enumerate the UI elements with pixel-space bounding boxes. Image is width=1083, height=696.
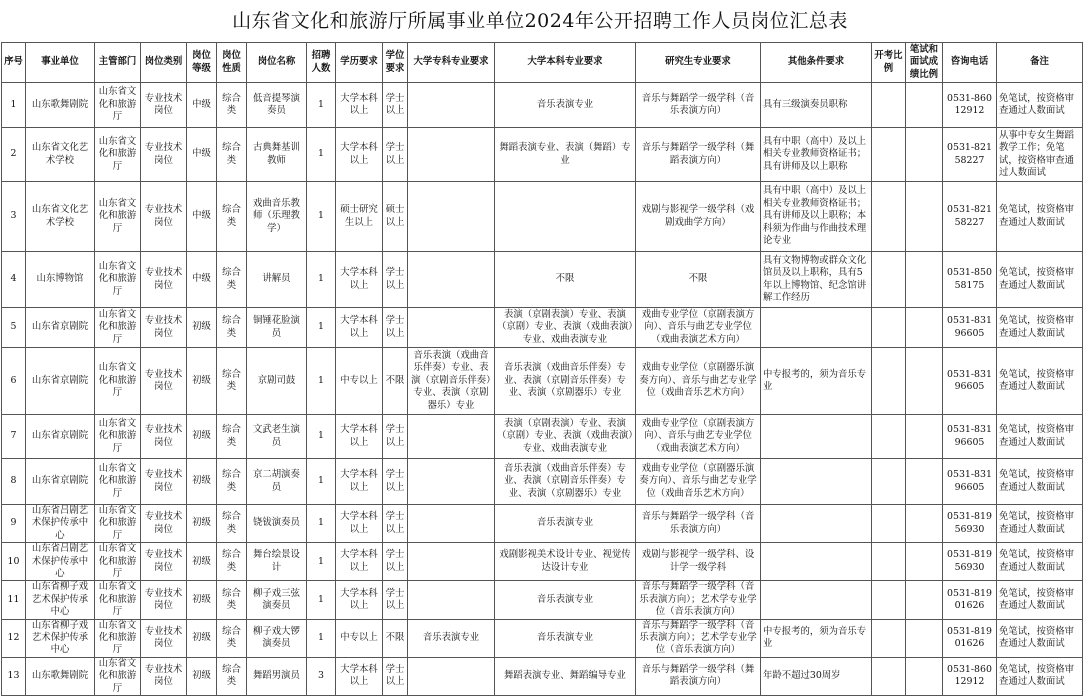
cell-note: 免笔试，按资格审查通过人数面试 — [997, 619, 1083, 657]
table-row — [2, 182, 1083, 252]
page-title: 山东省文化和旅游厅所属事业单位2024年公开招聘工作人员岗位汇总表 — [232, 10, 848, 32]
cell-score — [906, 348, 943, 415]
cell-nature: 综合类 — [217, 543, 247, 581]
cell-nature: 综合类 — [217, 128, 247, 182]
cell-score — [906, 182, 943, 252]
col-header-score: 笔试和面试成绩比例 — [906, 43, 943, 83]
cell-degree: 不限 — [383, 348, 408, 415]
cell-benke: 表演（京剧表演）专业、表演（京剧）专业、表演（戏曲表演）专业、戏曲表演专业 — [495, 415, 636, 459]
cell-note: 免笔试，按资格审查通过人数面试 — [997, 415, 1083, 459]
cell-zhuanke — [408, 505, 495, 543]
cell-ratio — [872, 619, 906, 657]
table-row — [2, 581, 1083, 619]
col-header-category: 岗位类别 — [141, 43, 187, 83]
cell-degree: 学士以上 — [383, 252, 408, 308]
cell-category: 专业技术岗位 — [141, 348, 187, 415]
cell-score — [906, 83, 943, 128]
cell-count: 1 — [307, 83, 336, 128]
col-header-unit: 事业单位 — [26, 43, 95, 83]
cell-no: 10 — [2, 543, 26, 581]
cell-category: 专业技术岗位 — [141, 619, 187, 657]
cell-level: 初级 — [187, 619, 217, 657]
cell-zhuanke — [408, 128, 495, 182]
cell-benke: 舞蹈表演专业、表演（舞蹈）专业 — [495, 128, 636, 182]
cell-category: 专业技术岗位 — [141, 182, 187, 252]
cell-nature: 综合类 — [217, 182, 247, 252]
cell-degree: 学士以上 — [383, 657, 408, 695]
cell-count: 1 — [307, 459, 336, 505]
cell-zhuanke — [408, 182, 495, 252]
cell-level: 初级 — [187, 459, 217, 505]
cell-level: 中级 — [187, 128, 217, 182]
cell-category: 专业技术岗位 — [141, 459, 187, 505]
cell-unit: 山东省京剧院 — [26, 415, 95, 459]
cell-nature: 综合类 — [217, 415, 247, 459]
table-row — [2, 308, 1083, 348]
cell-zhuanke — [408, 657, 495, 695]
cell-no: 8 — [2, 459, 26, 505]
cell-unit: 山东省京剧院 — [26, 459, 95, 505]
cell-post: 讲解员 — [247, 252, 307, 308]
cell-benke: 舞蹈表演专业、舞蹈编导专业 — [495, 657, 636, 695]
cell-no: 3 — [2, 182, 26, 252]
cell-yanjiusheng: 戏曲专业学位（京剧表演方向）、音乐与曲艺专业学位（戏曲表演艺术方向） — [636, 415, 761, 459]
cell-phone: 0531-86012912 — [943, 83, 997, 128]
cell-benke: 音乐表演专业 — [495, 83, 636, 128]
cell-ratio — [872, 252, 906, 308]
cell-yanjiusheng: 音乐与舞蹈学一级学科（音乐表演方向） — [636, 83, 761, 128]
cell-note: 免笔试，按资格审查通过人数面试 — [997, 581, 1083, 619]
cell-yanjiusheng: 戏剧与影视学一级学科、设计学一级学科 — [636, 543, 761, 581]
cell-edu: 大学本科以上 — [336, 415, 383, 459]
cell-edu: 硕士研究生以上 — [336, 182, 383, 252]
cell-nature: 综合类 — [217, 657, 247, 695]
cell-level: 初级 — [187, 308, 217, 348]
cell-count: 1 — [307, 505, 336, 543]
cell-benke: 戏剧影视美术设计专业、视觉传达设计专业 — [495, 543, 636, 581]
cell-ratio — [872, 657, 906, 695]
cell-yanjiusheng: 戏曲专业学位（京剧表演方向）、音乐与曲艺专业学位（戏曲表演艺术方向） — [636, 308, 761, 348]
header-row — [2, 43, 1083, 83]
cell-benke: 表演（京剧表演）专业、表演（京剧）专业、表演（戏曲表演）专业、戏曲表演专业 — [495, 308, 636, 348]
cell-no: 1 — [2, 83, 26, 128]
cell-no: 5 — [2, 308, 26, 348]
cell-degree: 学士以上 — [383, 308, 408, 348]
cell-unit: 山东省文化艺术学校 — [26, 128, 95, 182]
cell-edu: 大学本科以上 — [336, 128, 383, 182]
cell-unit: 山东博物馆 — [26, 252, 95, 308]
cell-yanjiusheng: 音乐与舞蹈学一级学科（舞蹈表演方向） — [636, 657, 761, 695]
cell-zhuanke — [408, 83, 495, 128]
cell-post: 舞台绘景设计 — [247, 543, 307, 581]
cell-post: 文武老生演员 — [247, 415, 307, 459]
cell-ratio — [872, 182, 906, 252]
cell-note: 免笔试，按资格审查通过人数面试 — [997, 83, 1083, 128]
cell-dept: 山东省文化和旅游厅 — [95, 83, 141, 128]
cell-unit: 山东省吕剧艺术保护传承中心 — [26, 543, 95, 581]
table-body — [2, 83, 1083, 696]
col-header-other: 其他条件要求 — [761, 43, 872, 83]
cell-unit: 山东省京剧院 — [26, 348, 95, 415]
cell-phone: 0531-82158227 — [943, 128, 997, 182]
cell-post: 柳子戏大锣演奏员 — [247, 619, 307, 657]
cell-phone: 0531-83196605 — [943, 415, 997, 459]
cell-degree: 硕士以上 — [383, 182, 408, 252]
cell-other — [761, 543, 872, 581]
cell-degree: 学士以上 — [383, 415, 408, 459]
cell-count: 1 — [307, 348, 336, 415]
col-header-edu: 学历要求 — [336, 43, 383, 83]
cell-other — [761, 505, 872, 543]
cell-edu: 大学本科以上 — [336, 657, 383, 695]
cell-nature: 综合类 — [217, 252, 247, 308]
cell-category: 专业技术岗位 — [141, 543, 187, 581]
cell-phone: 0531-85058175 — [943, 252, 997, 308]
cell-zhuanke — [408, 459, 495, 505]
cell-phone: 0531-83196605 — [943, 308, 997, 348]
cell-phone: 0531-81956930 — [943, 543, 997, 581]
cell-no: 7 — [2, 415, 26, 459]
table-row — [2, 348, 1083, 415]
cell-post: 京剧司鼓 — [247, 348, 307, 415]
cell-dept: 山东省文化和旅游厅 — [95, 505, 141, 543]
cell-nature: 综合类 — [217, 619, 247, 657]
cell-ratio — [872, 128, 906, 182]
cell-unit: 山东省柳子戏艺术保护传承中心 — [26, 619, 95, 657]
cell-score — [906, 619, 943, 657]
table-row — [2, 657, 1083, 695]
cell-category: 专业技术岗位 — [141, 657, 187, 695]
cell-nature: 综合类 — [217, 348, 247, 415]
col-header-count: 招聘人数 — [307, 43, 336, 83]
cell-phone: 0531-86012912 — [943, 657, 997, 695]
cell-other: 中专报考的，须为音乐专业 — [761, 348, 872, 415]
cell-count: 1 — [307, 619, 336, 657]
cell-note: 免笔试，按资格审查通过人数面试 — [997, 505, 1083, 543]
cell-dept: 山东省文化和旅游厅 — [95, 581, 141, 619]
cell-dept: 山东省文化和旅游厅 — [95, 182, 141, 252]
cell-note: 免笔试，按资格审查通过人数面试 — [997, 657, 1083, 695]
cell-count: 1 — [307, 182, 336, 252]
cell-level: 初级 — [187, 348, 217, 415]
cell-phone: 0531-81956930 — [943, 505, 997, 543]
cell-ratio — [872, 348, 906, 415]
cell-yanjiusheng: 不限 — [636, 252, 761, 308]
cell-count: 1 — [307, 415, 336, 459]
cell-ratio — [872, 415, 906, 459]
cell-level: 初级 — [187, 657, 217, 695]
cell-category: 专业技术岗位 — [141, 505, 187, 543]
cell-benke — [495, 182, 636, 252]
cell-level: 初级 — [187, 505, 217, 543]
cell-post: 低音提琴演奏员 — [247, 83, 307, 128]
cell-yanjiusheng: 音乐与舞蹈学一级学科（舞蹈表演方向） — [636, 128, 761, 182]
cell-post: 铙钹演奏员 — [247, 505, 307, 543]
cell-category: 专业技术岗位 — [141, 415, 187, 459]
cell-post: 古典舞基训教师 — [247, 128, 307, 182]
cell-other — [761, 581, 872, 619]
cell-count: 1 — [307, 252, 336, 308]
cell-count: 1 — [307, 308, 336, 348]
cell-dept: 山东省文化和旅游厅 — [95, 348, 141, 415]
cell-zhuanke: 音乐表演（戏曲音乐伴奏）专业、表演（京剧音乐伴奏）专业、表演（京剧器乐）专业 — [408, 348, 495, 415]
cell-dept: 山东省文化和旅游厅 — [95, 128, 141, 182]
col-header-degree: 学位要求 — [383, 43, 408, 83]
cell-post: 京二胡演奏员 — [247, 459, 307, 505]
cell-dept: 山东省文化和旅游厅 — [95, 252, 141, 308]
cell-no: 6 — [2, 348, 26, 415]
cell-other: 具有中职（高中）及以上相关专业教师资格证书；具有讲师及以上职称；本科须为作曲与作曲技术理论专业 — [761, 182, 872, 252]
cell-dept: 山东省文化和旅游厅 — [95, 459, 141, 505]
cell-yanjiusheng: 音乐与舞蹈学一级学科（音乐表演方向） — [636, 505, 761, 543]
cell-dept: 山东省文化和旅游厅 — [95, 619, 141, 657]
cell-yanjiusheng: 戏剧与影视学一级学科（戏剧戏曲学方向） — [636, 182, 761, 252]
cell-nature: 综合类 — [217, 308, 247, 348]
cell-unit: 山东歌舞剧院 — [26, 657, 95, 695]
cell-no: 12 — [2, 619, 26, 657]
cell-unit: 山东省文化艺术学校 — [26, 182, 95, 252]
cell-score — [906, 505, 943, 543]
table-row — [2, 83, 1083, 128]
cell-other — [761, 459, 872, 505]
cell-edu: 中专以上 — [336, 619, 383, 657]
col-header-zhuanke: 大学专科专业要求 — [408, 43, 495, 83]
col-header-post: 岗位名称 — [247, 43, 307, 83]
cell-degree: 学士以上 — [383, 128, 408, 182]
cell-score — [906, 581, 943, 619]
cell-no: 11 — [2, 581, 26, 619]
cell-benke: 音乐表演（戏曲音乐伴奏）专业、表演（京剧音乐伴奏）专业、表演（京剧器乐）专业 — [495, 348, 636, 415]
cell-degree: 不限 — [383, 619, 408, 657]
cell-other: 具有三级演奏员职称 — [761, 83, 872, 128]
cell-count: 1 — [307, 543, 336, 581]
cell-other: 具有中职（高中）及以上相关专业教师资格证书；具有讲师及以上职称 — [761, 128, 872, 182]
cell-post: 舞蹈男演员 — [247, 657, 307, 695]
cell-level: 中级 — [187, 83, 217, 128]
cell-score — [906, 128, 943, 182]
cell-score — [906, 415, 943, 459]
cell-unit: 山东省柳子戏艺术保护传承中心 — [26, 581, 95, 619]
cell-nature: 综合类 — [217, 459, 247, 505]
cell-nature: 综合类 — [217, 505, 247, 543]
cell-yanjiusheng: 戏曲专业学位（京剧器乐演奏方向）、音乐与曲艺专业学位（戏曲音乐艺术方向） — [636, 348, 761, 415]
cell-note: 免笔试，按资格审查通过人数面试 — [997, 182, 1083, 252]
cell-benke: 不限 — [495, 252, 636, 308]
cell-other: 年龄不超过30周岁 — [761, 657, 872, 695]
cell-zhuanke — [408, 581, 495, 619]
cell-degree: 学士以上 — [383, 543, 408, 581]
cell-zhuanke — [408, 308, 495, 348]
cell-zhuanke — [408, 252, 495, 308]
col-header-no: 序号 — [2, 43, 26, 83]
cell-nature: 综合类 — [217, 581, 247, 619]
table-row — [2, 505, 1083, 543]
cell-ratio — [872, 459, 906, 505]
cell-no: 4 — [2, 252, 26, 308]
cell-count: 1 — [307, 128, 336, 182]
cell-edu: 大学本科以上 — [336, 252, 383, 308]
cell-post: 铜锤花脸演员 — [247, 308, 307, 348]
cell-degree: 学士以上 — [383, 505, 408, 543]
cell-score — [906, 308, 943, 348]
cell-benke: 音乐表演专业 — [495, 581, 636, 619]
cell-zhuanke: 音乐表演专业 — [408, 619, 495, 657]
cell-unit: 山东歌舞剧院 — [26, 83, 95, 128]
cell-degree: 学士以上 — [383, 581, 408, 619]
col-header-phone: 咨询电话 — [943, 43, 997, 83]
job-positions-table — [1, 42, 1083, 696]
cell-note: 免笔试，按资格审查通过人数面试 — [997, 308, 1083, 348]
cell-benke: 音乐表演专业 — [495, 619, 636, 657]
cell-other — [761, 308, 872, 348]
cell-phone: 0531-83196605 — [943, 348, 997, 415]
cell-level: 初级 — [187, 581, 217, 619]
cell-category: 专业技术岗位 — [141, 581, 187, 619]
cell-note: 免笔试，按资格审查通过人数面试 — [997, 348, 1083, 415]
cell-edu: 大学本科以上 — [336, 581, 383, 619]
cell-other — [761, 415, 872, 459]
table-row — [2, 128, 1083, 182]
col-header-benke: 大学本科专业要求 — [495, 43, 636, 83]
cell-ratio — [872, 543, 906, 581]
cell-note: 免笔试，按资格审查通过人数面试 — [997, 543, 1083, 581]
col-header-ratio: 开考比例 — [872, 43, 906, 83]
cell-edu: 大学本科以上 — [336, 308, 383, 348]
col-header-yanjiusheng: 研究生专业要求 — [636, 43, 761, 83]
cell-phone: 0531-83196605 — [943, 459, 997, 505]
cell-level: 初级 — [187, 543, 217, 581]
cell-score — [906, 543, 943, 581]
cell-dept: 山东省文化和旅游厅 — [95, 657, 141, 695]
cell-count: 3 — [307, 657, 336, 695]
cell-nature: 综合类 — [217, 83, 247, 128]
cell-benke: 音乐表演专业 — [495, 505, 636, 543]
cell-level: 中级 — [187, 182, 217, 252]
cell-dept: 山东省文化和旅游厅 — [95, 415, 141, 459]
cell-benke: 音乐表演（戏曲音乐伴奏）专业、表演（京剧音乐伴奏）专业、表演（京剧器乐）专业 — [495, 459, 636, 505]
cell-note: 免笔试，按资格审查通过人数面试 — [997, 459, 1083, 505]
cell-edu: 大学本科以上 — [336, 505, 383, 543]
cell-phone: 0531-81901626 — [943, 619, 997, 657]
cell-note: 从事中专女生舞蹈教学工作；免笔试，按资格审查通过人数面试 — [997, 128, 1083, 182]
cell-edu: 大学本科以上 — [336, 459, 383, 505]
cell-zhuanke — [408, 415, 495, 459]
cell-zhuanke — [408, 543, 495, 581]
cell-score — [906, 459, 943, 505]
cell-unit: 山东省吕剧艺术保护传承中心 — [26, 505, 95, 543]
cell-score — [906, 657, 943, 695]
cell-category: 专业技术岗位 — [141, 128, 187, 182]
cell-dept: 山东省文化和旅游厅 — [95, 543, 141, 581]
cell-level: 中级 — [187, 252, 217, 308]
table-row — [2, 543, 1083, 581]
cell-edu: 大学本科以上 — [336, 543, 383, 581]
cell-yanjiusheng: 音乐与舞蹈学一级学科（音乐表演方向）；艺术学专业学位（音乐表演方向） — [636, 619, 761, 657]
table-row — [2, 415, 1083, 459]
cell-no: 9 — [2, 505, 26, 543]
cell-yanjiusheng: 音乐与舞蹈学一级学科（音乐表演方向）；艺术学专业学位（音乐表演方向） — [636, 581, 761, 619]
table-row — [2, 252, 1083, 308]
cell-edu: 大学本科以上 — [336, 83, 383, 128]
cell-post: 戏曲音乐教师（乐理教学） — [247, 182, 307, 252]
cell-level: 初级 — [187, 415, 217, 459]
cell-degree: 学士以上 — [383, 459, 408, 505]
col-header-level: 岗位等级 — [187, 43, 217, 83]
cell-no: 2 — [2, 128, 26, 182]
cell-phone: 0531-81901626 — [943, 581, 997, 619]
cell-category: 专业技术岗位 — [141, 252, 187, 308]
cell-count: 1 — [307, 581, 336, 619]
col-header-note: 备注 — [997, 43, 1083, 83]
cell-category: 专业技术岗位 — [141, 308, 187, 348]
cell-other: 具有文物博物或群众文化馆员及以上职称，具有5年以上博物馆、纪念馆讲解工作经历 — [761, 252, 872, 308]
table-row — [2, 459, 1083, 505]
cell-other: 中专报考的，须为音乐专业 — [761, 619, 872, 657]
cell-dept: 山东省文化和旅游厅 — [95, 308, 141, 348]
table-row — [2, 619, 1083, 657]
cell-ratio — [872, 505, 906, 543]
cell-edu: 中专以上 — [336, 348, 383, 415]
cell-ratio — [872, 308, 906, 348]
cell-unit: 山东省京剧院 — [26, 308, 95, 348]
cell-post: 柳子戏三弦演奏员 — [247, 581, 307, 619]
cell-no: 13 — [2, 657, 26, 695]
cell-note: 免笔试，按资格审查通过人数面试 — [997, 252, 1083, 308]
cell-score — [906, 252, 943, 308]
cell-phone: 0531-82158227 — [943, 182, 997, 252]
cell-category: 专业技术岗位 — [141, 83, 187, 128]
col-header-dept: 主管部门 — [95, 43, 141, 83]
cell-degree: 学士以上 — [383, 83, 408, 128]
cell-ratio — [872, 581, 906, 619]
cell-ratio — [872, 83, 906, 128]
col-header-nature: 岗位性质 — [217, 43, 247, 83]
cell-yanjiusheng: 戏曲专业学位（京剧器乐演奏方向）、音乐与曲艺专业学位（戏曲音乐艺术方向） — [636, 459, 761, 505]
